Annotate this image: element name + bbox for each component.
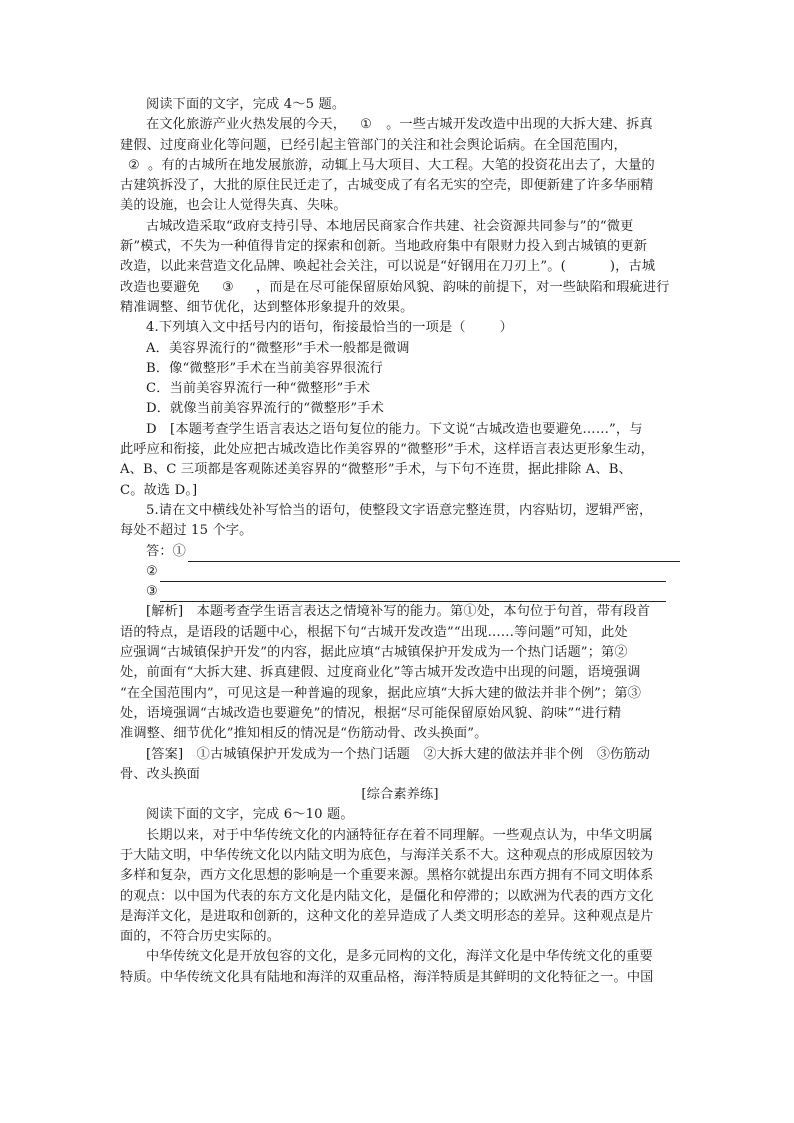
passage-paragraph-2: 古城改造采取“政府支持引导、本地居民商家合作共建、社会资源共同参与”的“微更 新”模式，不失为一种值得肯定的探索和创新。当地政府集中有限财力投入到古城镇的更新 改造，以此来营造文化品牌、唤起社会关注，可以说是“好钢用在刀刃上”。( )，古城 改造也要避免 ③ ，而是在尽可能保留原始风貌、韵味的前提下，对一些缺陷和瑕疵进行 精准调整、细节优化，达到整体形象提升的效果。 (120, 218, 670, 315)
question-4 (120, 318, 680, 501)
answer-line-1: 答：① (120, 542, 680, 562)
question-5: 5.请在文中横线处补写恰当的语句，使整段文字语意完整连贯，内容贴切，逻辑严密， 每处不超过 15 个字。 答：① ② ③ [解析] 本题考查学生语言表达之情境补写的能力。第①处，本句位于句首，带有段首 语的特点，是语段的话题中心，根据下句“古城开发改造”“出现……等问题”可知，此处 应强调“古城镇保护开发”的内容，据此应填“古城镇保护开发成为一个热门话题”；第② 处，前面有“大拆大建、拆真建假、过度商业化”等古城开发改造中出现的问题，语境强调 “在全国范围内”，可见这是一种普遍的现象，据此应填“大拆大建的做法并非个例”；第③ 处，语境强调“古城改造也要避免”的情况，根据“尽可能保留原始风貌、韵味”“进行精 准调整、细节优化”推知相反的情况是“伤筋动骨、改头换面”。 [答案] ①古城镇保护开发成为一个热门话题 ②大拆大建的做法并非个例 ③伤筋动 骨、改头换面 (120, 501, 680, 785)
question-4-stem: 4.下列填入文中括号内的语句，衔接最恰当的一项是（ ） (146, 320, 513, 336)
question-5-analysis: [解析] 本题考查学生语言表达之情境补写的能力。第①处，本句位于句首，带有段首 语的特点，是语段的话题中心，根据下句“古城开发改造”“出现……等问题”可知，此处 应强调“古城镇保护开发”的内容，据此应填“古城镇保护开发成为一个热门话题”；第② 处，前面有“大拆大建、拆真建假、过度商业化”等古城开发改造中出现的问题，语境强调 “在全国范围内”，可见这是一种普遍的现象，据此应填“大拆大建的做法并非个例”；第③ 处，语境强调“古城改造也要避免”的情况，根据“尽可能保留原始风貌、韵味”“进行精 准调整、细节优化”推知相反的情况是“伤筋动骨、改头换面”。 (120, 604, 651, 742)
question-4-answer: D [本题考查学生语言表达之语句复位的能力。下文说“古城改造也要避免……”，与 此呼应和衔接，此处应把古城改造比作美容界的“微整形”手术，这样语言表达更形象生动， A、B、C 三项都是客观陈述美容界的“微整形”手术，与下句不连贯，据此排除 A、B、 C。故选 D。] (120, 421, 654, 498)
option-a: A．美容界流行的“微整形”手术一般都是微调 (146, 340, 410, 356)
passage-paragraph-4: 中华传统文化是开放包容的文化，是多元同构的文化，海洋文化是中华传统文化的重要 特质。中华传统文化具有陆地和海洋的双重品格，海洋特质是其鲜明的文化特征之一。中国 (120, 949, 654, 985)
option-d: D．就像当前美容界流行的“微整形”手术 (146, 401, 384, 417)
blank-3: ③ (200, 278, 256, 298)
blank-1: ① (346, 115, 386, 135)
reading-intro-2: 阅读下面的文字，完成 6～10 题。 (146, 807, 354, 823)
reading-intro: 阅读下面的文字，完成 4～5 题。 (146, 97, 346, 112)
section-title: [综合素养练] (361, 787, 439, 803)
question-5-answer: [答案] ①古城镇保护开发成为一个热门话题 ②大拆大建的做法并非个例 ③伤筋动 骨、改头换面 (120, 746, 651, 782)
answer-line-3: ③ (120, 582, 680, 602)
blank-2: ② (120, 156, 148, 176)
question-5-stem: 5.请在文中横线处补写恰当的语句，使整段文字语意完整连贯，内容贴切，逻辑严密， (146, 502, 653, 518)
option-c: C．当前美容界流行一种“微整形”手术 (146, 381, 371, 397)
passage-paragraph-1: 在文化旅游产业火热发展的今天， ① 。一些古城开发改造中出现的大拆大建、拆真 建假、过度商业化等问题，已经引起主管部门的关注和社会舆论诟病。在全国范围内， ② 。有的古城所在地发展旅游，动辄上马大项目、大工程。大笔的投资花出去了，大量的 古建筑拆没了，大批的原住民迁走了，古城变成了有名无实的空壳，即便新建了许多华丽精 美的设施，也会让人觉得失真、失味。 (120, 117, 655, 214)
answer-line-2: ② (120, 562, 680, 582)
passage-paragraph-3: 长期以来，对于中华传统文化的内涵特征存在着不同理解。一些观点认为，中华文明属 于大陆文明，中华传统文化以内陆文明为底色，与海洋关系不大。这种观点的形成原因较为 多样和复杂，西方文化思想的影响是一个重要来源。黑格尔就提出东西方拥有不同文明体系 的观点：以中国为代表的东方文化是内陆文化，是僵化和停滞的；以欧洲为代表的西方文化 是海洋文化，是进取和创新的，这种文化的差异造成了人类文明形态的差异。这种观点是片 面的，不符合历史实际的。 (120, 827, 654, 945)
option-b: B．像“微整形”手术在当前美容界很流行 (146, 360, 384, 376)
document-page (120, 95, 680, 988)
